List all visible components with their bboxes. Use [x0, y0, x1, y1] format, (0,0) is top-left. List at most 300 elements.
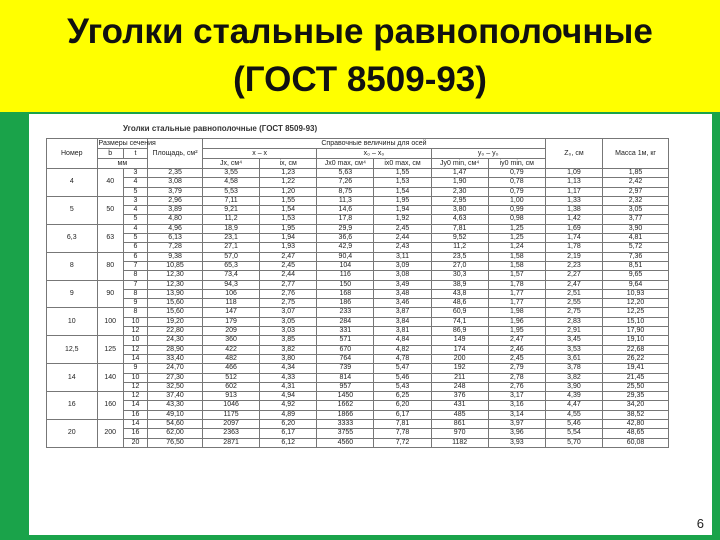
table-cell: 1,74 [545, 234, 602, 243]
table-cell: 3,46 [374, 299, 431, 308]
table-cell: 3,89 [148, 206, 203, 215]
table-cell: 15,10 [603, 317, 669, 326]
table-cell: 7,81 [374, 420, 431, 429]
table-cell: 179 [203, 317, 260, 326]
table-cell: 10 [123, 317, 147, 326]
table-row [47, 178, 669, 187]
table-cell: 8,75 [317, 187, 374, 196]
table-cell: 1,94 [374, 206, 431, 215]
table-cell: 25,50 [603, 382, 669, 391]
table-cell: 1,94 [260, 234, 317, 243]
table-cell: 3,49 [374, 280, 431, 289]
table-cell: 571 [317, 336, 374, 345]
table-cell: 739 [317, 364, 374, 373]
table-cell: 3,84 [374, 317, 431, 326]
header-reference: Справочные величины для осей [203, 139, 546, 149]
table-cell: 10,93 [603, 289, 669, 298]
table-cell: 86,9 [431, 327, 488, 336]
header-z0: Z₀, см [545, 139, 602, 169]
scanned-document [46, 124, 669, 448]
table-cell: 3,93 [488, 438, 545, 447]
table-cell: 43,8 [431, 289, 488, 298]
table-cell: 150 [317, 280, 374, 289]
table-cell: 90,4 [317, 252, 374, 261]
table-cell: 2,96 [148, 196, 203, 205]
table-cell: 209 [203, 327, 260, 336]
table-cell: 11,3 [317, 196, 374, 205]
table-cell: 6 [123, 252, 147, 261]
table-cell: 38,52 [603, 410, 669, 419]
cell-b: 160 [97, 392, 123, 420]
table-cell: 9 [123, 364, 147, 373]
table-cell: 3,05 [260, 317, 317, 326]
table-cell: 19,41 [603, 364, 669, 373]
table-cell: 4,78 [374, 354, 431, 363]
table-cell: 1,98 [488, 308, 545, 317]
table-cell: 1,13 [545, 178, 602, 187]
table-cell: 284 [317, 317, 374, 326]
table-cell: 2,55 [545, 299, 602, 308]
table-body [47, 169, 669, 448]
cell-number: 8 [47, 252, 98, 280]
table-cell: 0,79 [488, 169, 545, 178]
table-cell: 3,11 [374, 252, 431, 261]
table-cell: 33,40 [148, 354, 203, 363]
table-cell: 2,78 [488, 373, 545, 382]
table-cell: 22,68 [603, 345, 669, 354]
cell-b: 100 [97, 308, 123, 336]
table-cell: 2,97 [603, 187, 669, 196]
table-cell: 6,25 [374, 392, 431, 401]
table-cell: 8 [123, 271, 147, 280]
header-mass: Масса 1м, кг [603, 139, 669, 169]
table-row [47, 280, 669, 289]
table-cell: 4,84 [374, 336, 431, 345]
table-cell: 3,82 [545, 373, 602, 382]
header-t: t [123, 149, 147, 159]
table-cell: 11,2 [431, 243, 488, 252]
table-cell: 482 [203, 354, 260, 363]
header-iy0min: iy0 min, см [488, 159, 545, 169]
table-cell: 814 [317, 373, 374, 382]
table-cell: 19,10 [603, 336, 669, 345]
cell-number: 10 [47, 308, 98, 336]
table-cell: 6,20 [374, 401, 431, 410]
table-row [47, 187, 669, 196]
table-cell: 1,17 [545, 187, 602, 196]
table-cell: 54,60 [148, 420, 203, 429]
table-cell: 104 [317, 261, 374, 270]
table-cell: 3,97 [488, 420, 545, 429]
table-cell: 670 [317, 345, 374, 354]
table-cell: 2,35 [148, 169, 203, 178]
table-cell: 1,33 [545, 196, 602, 205]
table-cell: 26,22 [603, 354, 669, 363]
table-cell: 23,5 [431, 252, 488, 261]
table-cell: 5,63 [317, 169, 374, 178]
table-cell: 3,16 [488, 401, 545, 410]
table-cell: 2,42 [603, 178, 669, 187]
slide-content [29, 114, 712, 535]
header-ix: ix, см [260, 159, 317, 169]
table-cell: 62,00 [148, 429, 203, 438]
header-area: Площадь, см² [148, 139, 203, 169]
table-cell: 6,17 [374, 410, 431, 419]
table-cell: 3 [123, 169, 147, 178]
table-cell: 2,51 [545, 289, 602, 298]
table-cell: 19,20 [148, 317, 203, 326]
table-cell: 12 [123, 345, 147, 354]
table-cell: 186 [317, 299, 374, 308]
table-cell: 422 [203, 345, 260, 354]
table-cell: 3,53 [545, 345, 602, 354]
table-cell: 1,57 [488, 271, 545, 280]
table-cell: 9 [123, 299, 147, 308]
table-cell: 106 [203, 289, 260, 298]
table-cell: 34,20 [603, 401, 669, 410]
table-cell: 192 [431, 364, 488, 373]
slide-title-line2: (ГОСТ 8509-93) [233, 60, 487, 99]
cell-number: 16 [47, 392, 98, 420]
cell-b: 90 [97, 280, 123, 308]
table-row [47, 354, 669, 363]
table-cell: 3,17 [488, 392, 545, 401]
table-cell: 7,36 [603, 252, 669, 261]
table-cell: 174 [431, 345, 488, 354]
table-cell: 2097 [203, 420, 260, 429]
table-cell: 24,30 [148, 336, 203, 345]
table-cell: 4,58 [203, 178, 260, 187]
header-ix0max: ix0 max, см [374, 159, 431, 169]
table-cell: 29,9 [317, 224, 374, 233]
table-cell: 3 [123, 196, 147, 205]
table-cell: 38,9 [431, 280, 488, 289]
table-cell: 4,96 [148, 224, 203, 233]
table-cell: 22,80 [148, 327, 203, 336]
table-cell: 3,82 [260, 345, 317, 354]
table-cell: 16 [123, 429, 147, 438]
table-cell: 60,9 [431, 308, 488, 317]
cell-number: 4 [47, 169, 98, 197]
table-cell: 200 [431, 354, 488, 363]
table-cell: 16 [123, 410, 147, 419]
table-cell: 7,81 [431, 224, 488, 233]
table-cell: 1046 [203, 401, 260, 410]
table-cell: 15,60 [148, 308, 203, 317]
cell-b: 200 [97, 420, 123, 448]
table-cell: 360 [203, 336, 260, 345]
table-cell: 2,46 [488, 345, 545, 354]
table-row [47, 429, 669, 438]
table-cell: 2,32 [603, 196, 669, 205]
table-cell: 3,81 [374, 327, 431, 336]
table-row [47, 299, 669, 308]
table-row [47, 327, 669, 336]
table-cell: 3,80 [431, 206, 488, 215]
table-cell: 1,77 [488, 299, 545, 308]
table-cell: 12,25 [603, 308, 669, 317]
table-cell: 2,75 [260, 299, 317, 308]
table-cell: 32,50 [148, 382, 203, 391]
table-cell: 18,9 [203, 224, 260, 233]
table-cell: 4560 [317, 438, 374, 447]
table-cell: 12,30 [148, 280, 203, 289]
table-row [47, 308, 669, 317]
table-cell: 48,6 [431, 299, 488, 308]
table-cell: 1,47 [431, 169, 488, 178]
table-cell: 331 [317, 327, 374, 336]
table-cell: 7 [123, 261, 147, 270]
table-cell: 6,12 [260, 438, 317, 447]
table-cell: 116 [317, 271, 374, 280]
table-cell: 3755 [317, 429, 374, 438]
table-cell: 5,72 [603, 243, 669, 252]
table-cell: 10 [123, 373, 147, 382]
table-cell: 2,45 [488, 354, 545, 363]
table-row [47, 410, 669, 419]
table-cell: 4 [123, 206, 147, 215]
table-row [47, 373, 669, 382]
table-cell: 5,46 [545, 420, 602, 429]
table-cell: 376 [431, 392, 488, 401]
table-cell: 1,22 [260, 178, 317, 187]
table-cell: 2871 [203, 438, 260, 447]
table-cell: 4,94 [260, 392, 317, 401]
table-cell: 13,90 [148, 289, 203, 298]
table-cell: 1,96 [488, 317, 545, 326]
table-cell: 2,79 [488, 364, 545, 373]
cell-b: 50 [97, 196, 123, 224]
cell-b: 80 [97, 252, 123, 280]
table-cell: 1,55 [374, 169, 431, 178]
table-cell: 1,93 [260, 243, 317, 252]
table-cell: 3,80 [260, 354, 317, 363]
table-cell: 74,1 [431, 317, 488, 326]
table-cell: 1,78 [488, 280, 545, 289]
table-cell: 5 [123, 187, 147, 196]
table-cell: 9,64 [603, 280, 669, 289]
table-cell: 11,2 [203, 215, 260, 224]
table-cell: 3,03 [260, 327, 317, 336]
table-cell: 48,65 [603, 429, 669, 438]
table-cell: 4,92 [260, 401, 317, 410]
table-cell: 1,92 [374, 215, 431, 224]
table-cell: 4,33 [260, 373, 317, 382]
table-cell: 28,90 [148, 345, 203, 354]
table-cell: 7,26 [317, 178, 374, 187]
table-cell: 3,09 [374, 261, 431, 270]
table-cell: 15,60 [148, 299, 203, 308]
table-cell: 1,54 [374, 187, 431, 196]
table-cell: 7,72 [374, 438, 431, 447]
table-row [47, 336, 669, 345]
table-cell: 8 [123, 308, 147, 317]
table-cell: 20 [123, 438, 147, 447]
table-row [47, 364, 669, 373]
table-row [47, 169, 669, 178]
header-axis-y0: y₀ – y₀ [431, 149, 545, 159]
table-cell: 36,6 [317, 234, 374, 243]
table-cell: 118 [203, 299, 260, 308]
table-cell: 2363 [203, 429, 260, 438]
table-cell: 1,95 [488, 327, 545, 336]
table-cell: 1,38 [545, 206, 602, 215]
table-cell: 2,91 [545, 327, 602, 336]
table-cell: 42,9 [317, 243, 374, 252]
table-cell: 3,07 [260, 308, 317, 317]
table-cell: 2,45 [374, 224, 431, 233]
table-cell: 24,70 [148, 364, 203, 373]
table-row [47, 252, 669, 261]
table-cell: 1,25 [488, 224, 545, 233]
table-cell: 764 [317, 354, 374, 363]
table-row [47, 420, 669, 429]
table-cell: 12,30 [148, 271, 203, 280]
table-cell: 1,90 [431, 178, 488, 187]
table-row [47, 224, 669, 233]
table-cell: 1,20 [260, 187, 317, 196]
table-cell: 1,58 [488, 261, 545, 270]
table-cell: 9,52 [431, 234, 488, 243]
cell-number: 9 [47, 280, 98, 308]
table-cell: 3,90 [545, 382, 602, 391]
table-cell: 1,55 [260, 196, 317, 205]
table-cell: 37,40 [148, 392, 203, 401]
table-cell: 4 [123, 178, 147, 187]
table-row [47, 438, 669, 447]
table-cell: 2,45 [260, 261, 317, 270]
table-cell: 17,8 [317, 215, 374, 224]
table-cell: 3,48 [374, 289, 431, 298]
table-cell: 4,89 [260, 410, 317, 419]
table-cell: 7 [123, 280, 147, 289]
table-cell: 1866 [317, 410, 374, 419]
table-cell: 2,19 [545, 252, 602, 261]
header-mm: мм [97, 159, 148, 169]
table-cell: 7,78 [374, 429, 431, 438]
table-cell: 3,78 [545, 364, 602, 373]
table-cell: 970 [431, 429, 488, 438]
header-b: b [97, 149, 123, 159]
table-cell: 3,79 [148, 187, 203, 196]
table-cell: 485 [431, 410, 488, 419]
table-cell: 233 [317, 308, 374, 317]
table-cell: 12 [123, 392, 147, 401]
table-cell: 2,30 [431, 187, 488, 196]
header-axis-x: x – x [203, 149, 317, 159]
table-cell: 2,47 [488, 336, 545, 345]
table-cell: 1,23 [260, 169, 317, 178]
table-cell: 8 [123, 289, 147, 298]
table-cell: 3,96 [488, 429, 545, 438]
header-jx: Jx, см⁴ [203, 159, 260, 169]
table-cell: 3,14 [488, 410, 545, 419]
table-cell: 4,63 [431, 215, 488, 224]
header-jy0min: Jy0 min, см⁴ [431, 159, 488, 169]
table-cell: 42,80 [603, 420, 669, 429]
header-jx0max: Jx0 max, см⁴ [317, 159, 374, 169]
table-cell: 602 [203, 382, 260, 391]
table-cell: 9,21 [203, 206, 260, 215]
table-cell: 2,76 [260, 289, 317, 298]
table-cell: 9,65 [603, 271, 669, 280]
table-cell: 14 [123, 354, 147, 363]
cell-number: 5 [47, 196, 98, 224]
table-cell: 512 [203, 373, 260, 382]
table-row [47, 206, 669, 215]
table-cell: 1662 [317, 401, 374, 410]
table-cell: 1,95 [374, 196, 431, 205]
table-cell: 1175 [203, 410, 260, 419]
table-row [47, 289, 669, 298]
table-cell: 21,45 [603, 373, 669, 382]
table-cell: 29,35 [603, 392, 669, 401]
table-cell: 5 [123, 215, 147, 224]
table-row [47, 261, 669, 270]
table-cell: 2,23 [545, 261, 602, 270]
table-cell: 431 [431, 401, 488, 410]
table-cell: 6,20 [260, 420, 317, 429]
header-axis-x0: x₀ – x₀ [317, 149, 431, 159]
table-cell: 4,82 [374, 345, 431, 354]
table-cell: 23,1 [203, 234, 260, 243]
table-cell: 1,85 [603, 169, 669, 178]
table-cell: 12 [123, 327, 147, 336]
table-cell: 27,30 [148, 373, 203, 382]
table-cell: 5,43 [374, 382, 431, 391]
table-cell: 957 [317, 382, 374, 391]
table-cell: 3,08 [148, 178, 203, 187]
table-cell: 3333 [317, 420, 374, 429]
table-cell: 1,53 [260, 215, 317, 224]
header-number: Номер [47, 139, 98, 169]
table-cell: 4,55 [545, 410, 602, 419]
table-cell: 0,98 [488, 215, 545, 224]
table-cell: 3,90 [603, 224, 669, 233]
table-cell: 94,3 [203, 280, 260, 289]
table-cell: 3,45 [545, 336, 602, 345]
header-section-sizes: Размеры сечения [98, 140, 156, 147]
cell-number: 20 [47, 420, 98, 448]
table-cell: 49,10 [148, 410, 203, 419]
table-cell: 1,77 [488, 289, 545, 298]
table-cell: 0,78 [488, 178, 545, 187]
table-cell: 7,11 [203, 196, 260, 205]
table-cell: 5,53 [203, 187, 260, 196]
table-cell: 2,44 [260, 271, 317, 280]
table-cell: 3,61 [545, 354, 602, 363]
table-cell: 6,17 [260, 429, 317, 438]
table-cell: 1,58 [488, 252, 545, 261]
table-cell: 3,55 [203, 169, 260, 178]
table-cell: 913 [203, 392, 260, 401]
table-cell: 4,47 [545, 401, 602, 410]
table-cell: 0,79 [488, 187, 545, 196]
table-cell: 12 [123, 382, 147, 391]
table-cell: 0,99 [488, 206, 545, 215]
table-cell: 168 [317, 289, 374, 298]
cell-b: 140 [97, 364, 123, 392]
table-cell: 1,78 [545, 243, 602, 252]
table-cell: 4,34 [260, 364, 317, 373]
table-row [47, 401, 669, 410]
table-cell: 27,0 [431, 261, 488, 270]
table-row [47, 392, 669, 401]
table-cell: 73,4 [203, 271, 260, 280]
table-cell: 14 [123, 420, 147, 429]
table-cell: 2,95 [431, 196, 488, 205]
table-cell: 5,54 [545, 429, 602, 438]
